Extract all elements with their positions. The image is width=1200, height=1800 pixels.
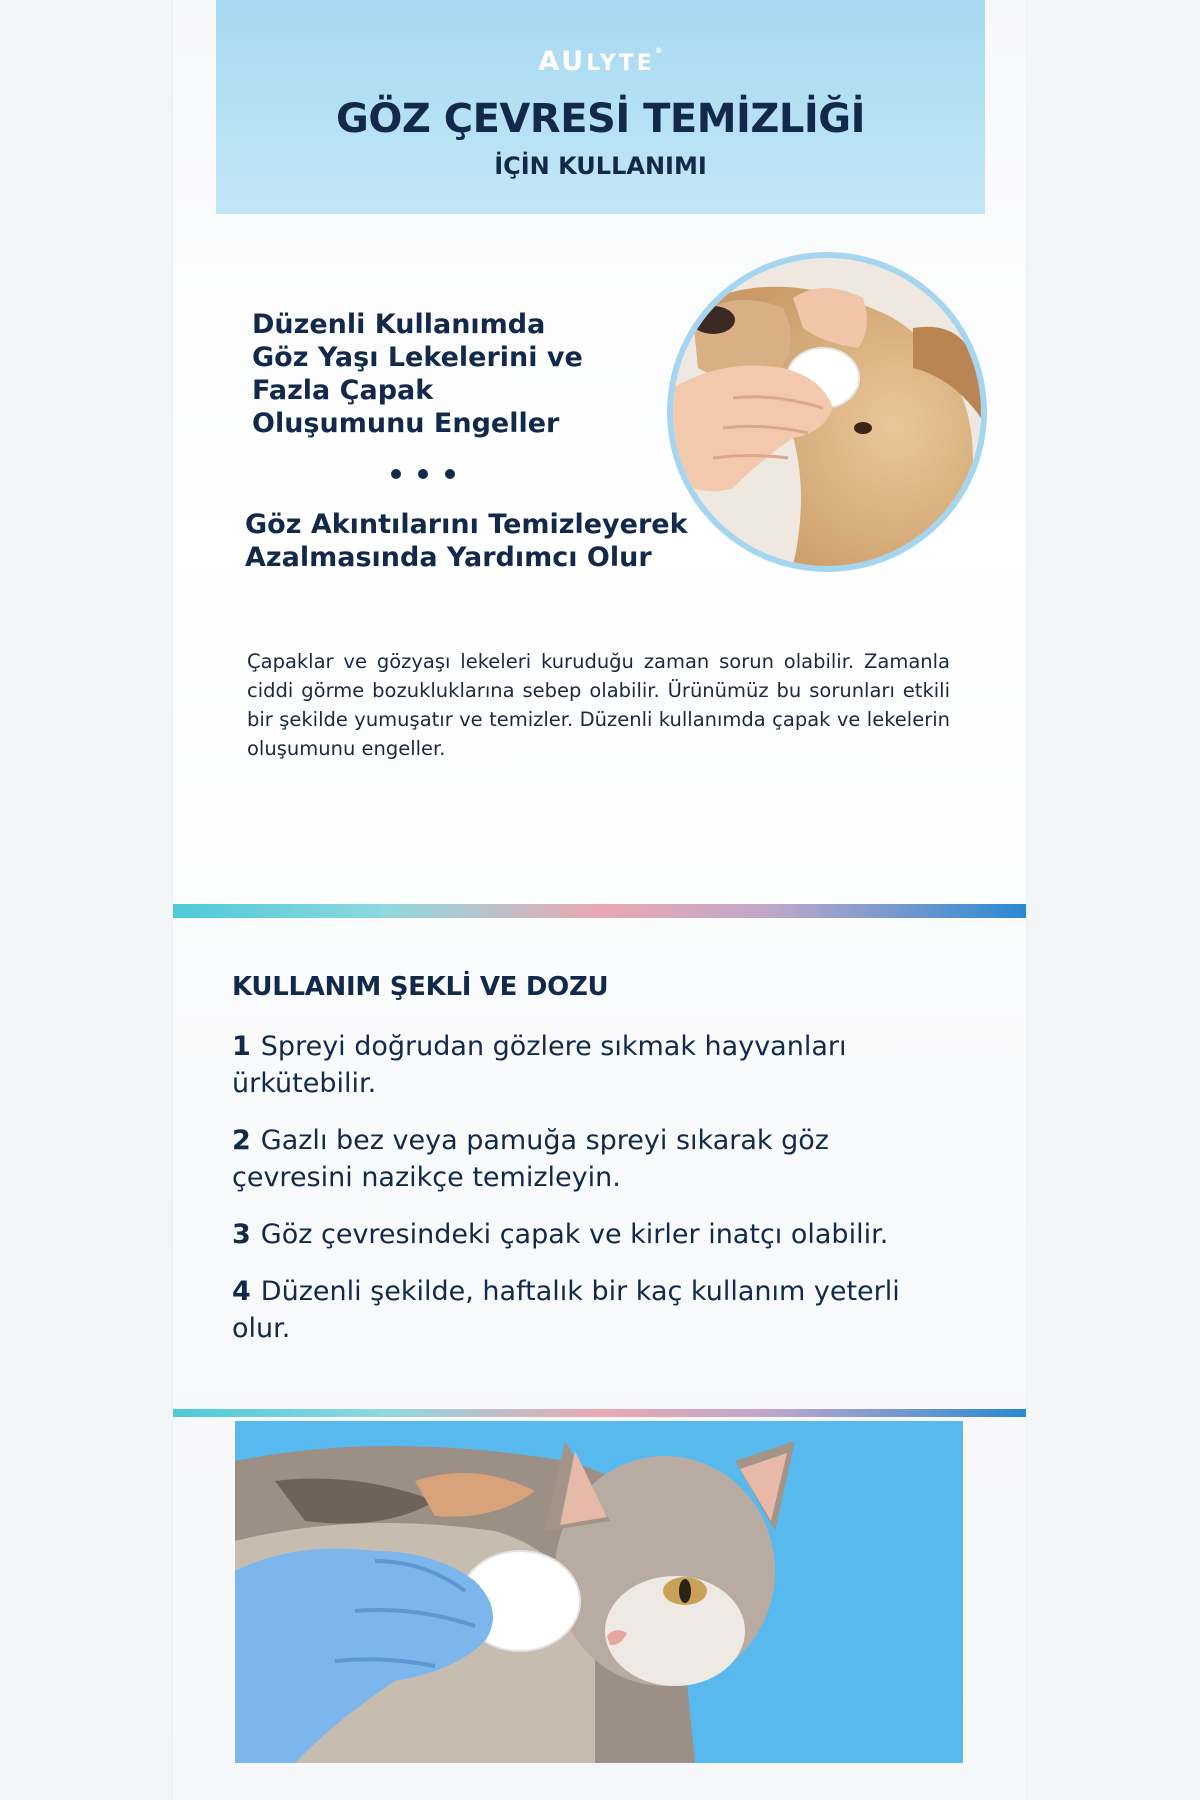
feature2-line: Azalmasında Yardımcı Olur (245, 542, 652, 573)
feature-prevents-stains (252, 308, 672, 440)
brand-mark: ® (654, 46, 663, 55)
gradient-divider (173, 904, 1026, 918)
step-text: Gazlı bez veya pamuğa spreyi sıkarak göz çevresini nazikçe temizleyin. (232, 1125, 829, 1193)
step-number: 1 (232, 1031, 251, 1062)
usage-step (232, 1122, 932, 1196)
dot (418, 469, 428, 479)
page-title: GÖZ ÇEVRESİ TEMİZLİĞİ (335, 96, 866, 142)
feature1-line: Göz Yaşı Lekelerini ve (252, 342, 583, 373)
separator-dots (386, 466, 466, 482)
step-text: Spreyi doğrudan gözlere sıkmak hayvanları ürkütebilir. (232, 1031, 847, 1099)
cat-photo-illustration (235, 1421, 963, 1763)
header-banner (216, 0, 985, 214)
usage-step (232, 1216, 932, 1253)
step-number: 4 (232, 1276, 251, 1307)
brand-prefix: AU (538, 46, 587, 77)
cat-eye-cleaning-photo (235, 1421, 963, 1763)
step-number: 3 (232, 1219, 251, 1250)
dog-eye-cleaning-photo (667, 252, 987, 572)
step-text: Göz çevresindeki çapak ve kirler inatçı olabilir. (260, 1219, 889, 1250)
feature1-line: Oluşumunu Engeller (252, 408, 560, 439)
usage-step (232, 1273, 932, 1347)
feature1-line: Fazla Çapak (252, 375, 434, 406)
brand-logo (216, 46, 985, 77)
usage-step (232, 1028, 932, 1102)
dog-photo-illustration (673, 258, 981, 566)
dot (445, 469, 455, 479)
feature2-line: Göz Akıntılarını Temizleyerek (245, 509, 688, 540)
page-subtitle: İÇİN KULLANIMI (494, 152, 707, 180)
gradient-divider (173, 1409, 1026, 1417)
brand-suffix: LYTE (586, 51, 655, 76)
description-paragraph: Çapaklar ve gözyaşı lekeleri kuruduğu zaman sorun olabilir. Zamanla ciddi görme bozukluklarına sebep olabilir. Ürünümüz bu sorunları etkili bir şekilde yumuşatır ve temizler. Düzenli kullanımda çapak ve lekelerin oluşumunu engeller. (247, 650, 950, 760)
step-number: 2 (232, 1125, 251, 1156)
step-text: Düzenli şekilde, haftalık bir kaç kullanım yeterli olur. (232, 1276, 900, 1344)
feature-cleans-discharge (245, 508, 725, 574)
feature1-line: Düzenli Kullanımda (252, 309, 546, 340)
usage-title: KULLANIM ŞEKLİ VE DOZU (232, 972, 609, 1002)
dot (391, 469, 401, 479)
